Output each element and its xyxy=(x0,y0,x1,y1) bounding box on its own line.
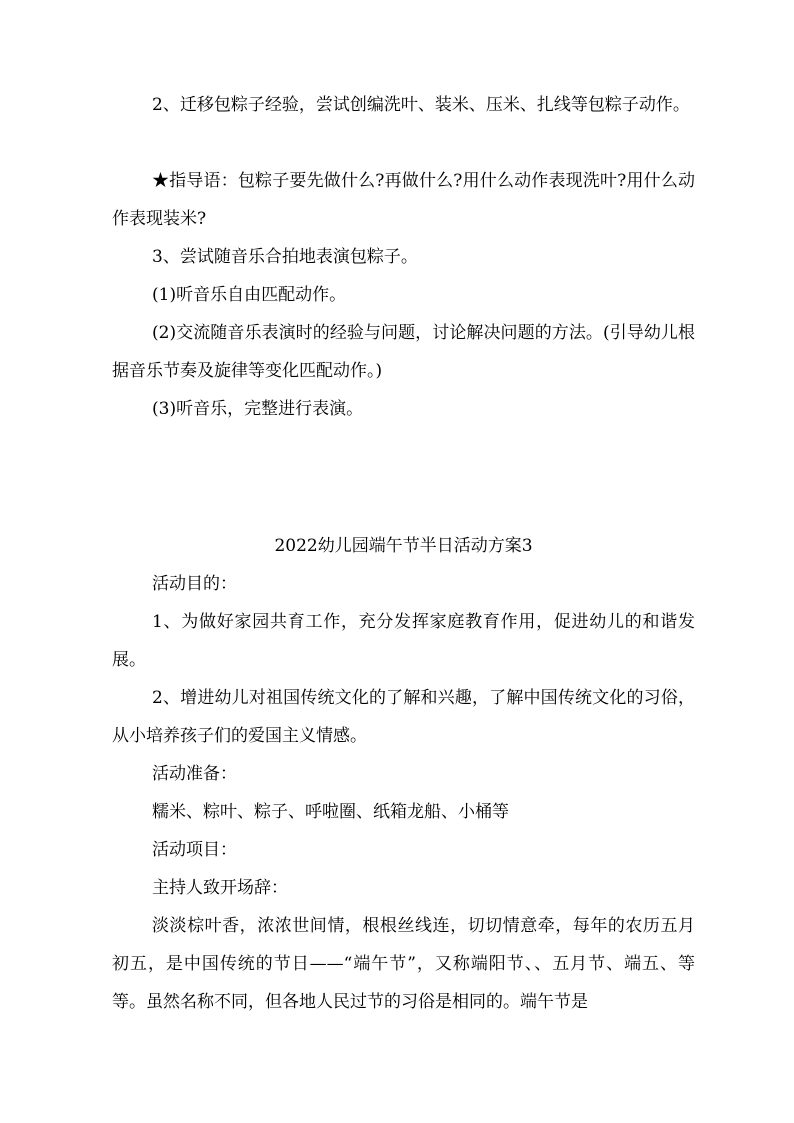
host-speech-paragraph: 淡淡棕叶香，浓浓世间情，根根丝线连，切切情意牵，每年的农历五月初五，是中国传统的节日——“端午节”，又称端阳节、、五月节、端五、等等。虽然名称不同，但各地人民过节的习俗是相同的。端午节是 xyxy=(112,916,695,1012)
items-heading: 活动项目： xyxy=(152,840,237,860)
prep-items: 糯米、粽叶、粽子、呼啦圈、纸箱龙船、小桶等 xyxy=(152,802,509,822)
goal-2-paragraph: 2、增进幼儿对祖国传统文化的了解和兴趣，了解中国传统文化的习俗，从小培养孩子们的爱国主义情感。 xyxy=(112,688,695,746)
host-heading: 主持人致开场辞： xyxy=(152,878,288,898)
substep-1-paragraph: (1)听音乐自由匹配动作。 xyxy=(152,285,347,305)
substep-2-paragraph: (2)交流随音乐表演时的经验与问题，讨论解决问题的方法。(引导幼儿根据音乐节奏及旋律等变化匹配动作。) xyxy=(112,323,695,381)
goal-heading: 活动目的： xyxy=(152,574,237,594)
step-3-paragraph: 3、尝试随音乐合拍地表演包粽子。 xyxy=(152,247,418,267)
substep-3-paragraph: (3)听音乐，完整进行表演。 xyxy=(152,399,364,419)
prep-heading: 活动准备： xyxy=(152,764,237,784)
guidance-paragraph: ★指导语：包粽子要先做什么?再做什么?用什么动作表现洗叶?用什么动作表现装米? xyxy=(112,171,695,229)
plan-title: 2022幼儿园端午节半日活动方案3 xyxy=(274,536,533,556)
goal-1-paragraph: 1、为做好家园共育工作，充分发挥家庭教育作用，促进幼儿的和谐发展。 xyxy=(112,612,695,670)
step-2-paragraph: 2、迁移包粽子经验，尝试创编洗叶、装米、压米、扎线等包粽子动作。 xyxy=(152,95,690,115)
